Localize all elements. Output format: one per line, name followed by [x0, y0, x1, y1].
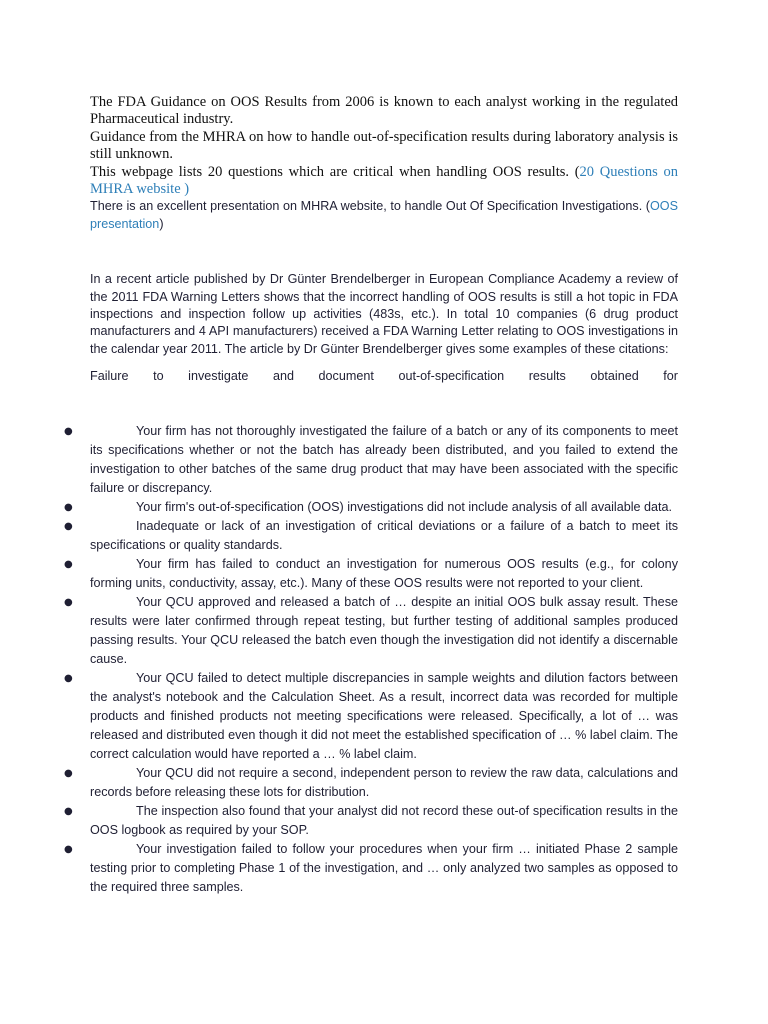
list-item	[64, 840, 678, 897]
citation-text: Your firm's out-of-specification (OOS) investigations did not include analysis of all available data.	[136, 500, 673, 514]
bullet-icon: ●	[64, 806, 73, 817]
list-item	[64, 555, 678, 593]
citation-text: Your QCU failed to detect multiple discrepancies in sample weights and dilution factors between the analyst's notebook and the Calculation Sheet. As a result, incorrect data was recorded for multiple products and finished products not meeting specifications were released. Specifically, a lot of … was released and distributed even though it did not meet the established specification of … % label claim. The correct calculation would have reported a … % label claim.	[90, 671, 678, 761]
questions-text: This webpage lists 20 questions which are critical when handling OOS results. (	[90, 163, 580, 180]
intro-paragraph-fda: The FDA Guidance on OOS Results from 2006 is known to each analyst working in the regulated Pharmaceutical industry.	[90, 94, 678, 128]
bullet-icon: ●	[64, 844, 73, 855]
citation-text: Your QCU approved and released a batch of … despite an initial OOS bulk assay result. These results were later confirmed through repeat testing, but further testing of additional samples produced passing results. Your QCU released the batch even though the investigation did not identify a discernable cause.	[90, 595, 678, 666]
bullet-icon: ●	[64, 502, 73, 513]
article-paragraph: In a recent article published by Dr Günter Brendelberger in European Compliance Academy a review of the 2011 FDA Warning Letters shows that the incorrect handling of OOS results is still a hot topic in FDA inspections and inspection follow up activities (483s, etc.). In total 10 companies (6 drug product manufacturers and 4 API manufacturers) received a FDA Warning Letter relating to OOS investigations in the calendar year 2011. The article by Dr Günter Brendelberger gives some examples of these citations:	[90, 272, 678, 356]
list-item	[64, 422, 678, 498]
presentation-link[interactable]: presentation	[90, 216, 160, 231]
intro-paragraph-mhra: Guidance from the MHRA on how to handle out-of-specification results during laboratory analysis is still unknown.	[90, 128, 678, 163]
citation-text: Your firm has not thoroughly investigated the failure of a batch or any of its components to meet its specifications whether or not the batch has already been distributed, and you failed to extend the investigation to other batches of the same drug product that may have been associated with the specific failure or discrepancy.	[90, 424, 678, 495]
bullet-icon: ●	[64, 521, 73, 532]
presentation-close: )	[159, 216, 164, 231]
list-item	[64, 802, 678, 840]
presentation-text: There is an excellent presentation on MHRA website, to handle Out Of Specification Investigations. (	[90, 199, 650, 214]
intro-paragraph-presentation	[90, 198, 678, 233]
list-item	[64, 669, 678, 764]
bullet-icon: ●	[64, 768, 73, 779]
list-item	[64, 764, 678, 802]
document-body	[90, 94, 678, 386]
citation-text: Inadequate or lack of an investigation of critical deviations or a failure of a batch to meet its specifications or quality standards.	[90, 519, 678, 552]
citation-text: Your QCU did not require a second, independent person to review the raw data, calculations and records before releasing these lots for distribution.	[90, 766, 678, 799]
citations-list	[64, 422, 678, 897]
citation-text: The inspection also found that your analyst did not record these out-of specification results in the OOS logbook as required by your SOP.	[90, 804, 678, 837]
citation-text: Your investigation failed to follow your procedures when your firm … initiated Phase 2 sample testing prior to completing Phase 1 of the investigation, and … only analyzed two samples as opposed to the required three samples.	[90, 842, 678, 894]
failure-paragraph: Failure to investigate and document out-of-specification results obtained for	[90, 369, 678, 384]
list-item	[64, 498, 678, 517]
oos-link[interactable]: OOS	[650, 199, 678, 214]
bullet-icon: ●	[64, 559, 73, 570]
citation-text: Your firm has failed to conduct an investigation for numerous OOS results (e.g., for colony forming units, conductivity, assay, etc.). Many of these OOS results were not reported to your client.	[90, 557, 678, 590]
list-item	[64, 593, 678, 669]
bullet-icon: ●	[64, 673, 73, 684]
intro-paragraph-questions	[90, 164, 678, 199]
mhra-questions-link[interactable]: 20 Questions on MHRA website )	[90, 163, 679, 198]
bullet-icon: ●	[64, 597, 73, 608]
list-item	[64, 517, 678, 555]
bullet-icon: ●	[64, 426, 73, 437]
